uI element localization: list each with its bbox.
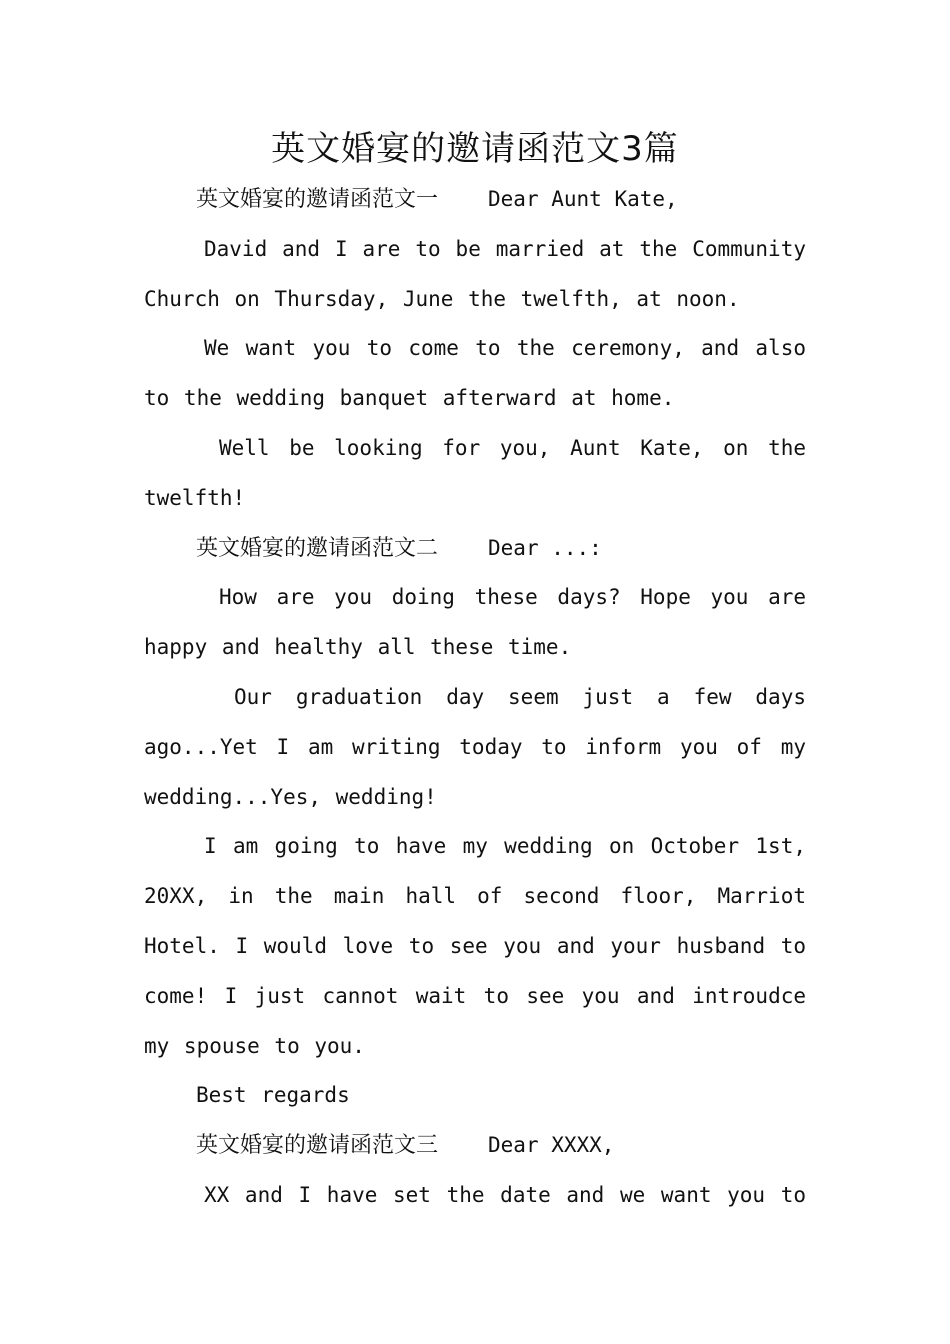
section-1-salutation: Dear Aunt Kate, [488,187,678,211]
section-1-paragraph-1: David and I are to be married at the Community Church on Thursday, June the twelfth, at noon. [144,236,806,311]
document-title: 英文婚宴的邀请函范文3篇 [271,129,679,169]
section-2-closing: Best regards [196,1083,350,1108]
section-3-salutation: Dear XXXX, [488,1133,615,1158]
section-1-paragraph-2: We want you to come to the ceremony, and also to the wedding banquet afterward at home. [144,336,806,411]
section-2-paragraph-3: I am going to have my wedding on October 1st, 20XX, in the main hall of second floor, Marriot Hotel. I would love to see you and your husband to come! I just cannot wait to see you and introudce my spouse to you. [144,834,806,1058]
section-2-salutation: Dear ...: [488,535,602,560]
section-3-heading-line [144,1121,806,1171]
document-body [144,175,806,1221]
section-3-paragraph-1: XX and I have set the date and we want you to [204,1182,806,1207]
section-1-heading-line [144,175,806,225]
section-3-heading: 英文婚宴的邀请函范文三 [196,1133,439,1159]
section-2-paragraph-1: How are you doing these days? Hope you are happy and healthy all these time. [144,585,806,660]
section-1-heading: 英文婚宴的邀请函范文一 [196,187,439,212]
section-2-heading: 英文婚宴的邀请函范文二 [196,535,439,561]
section-2-heading-line [144,524,806,574]
section-1-paragraph-3: Well be looking for you, Aunt Kate, on the twelfth! [144,435,806,510]
section-2-paragraph-2: Our graduation day seem just a few days ago...Yet I am writing today to inform you of my wedding...Yes, wedding! [144,684,806,809]
